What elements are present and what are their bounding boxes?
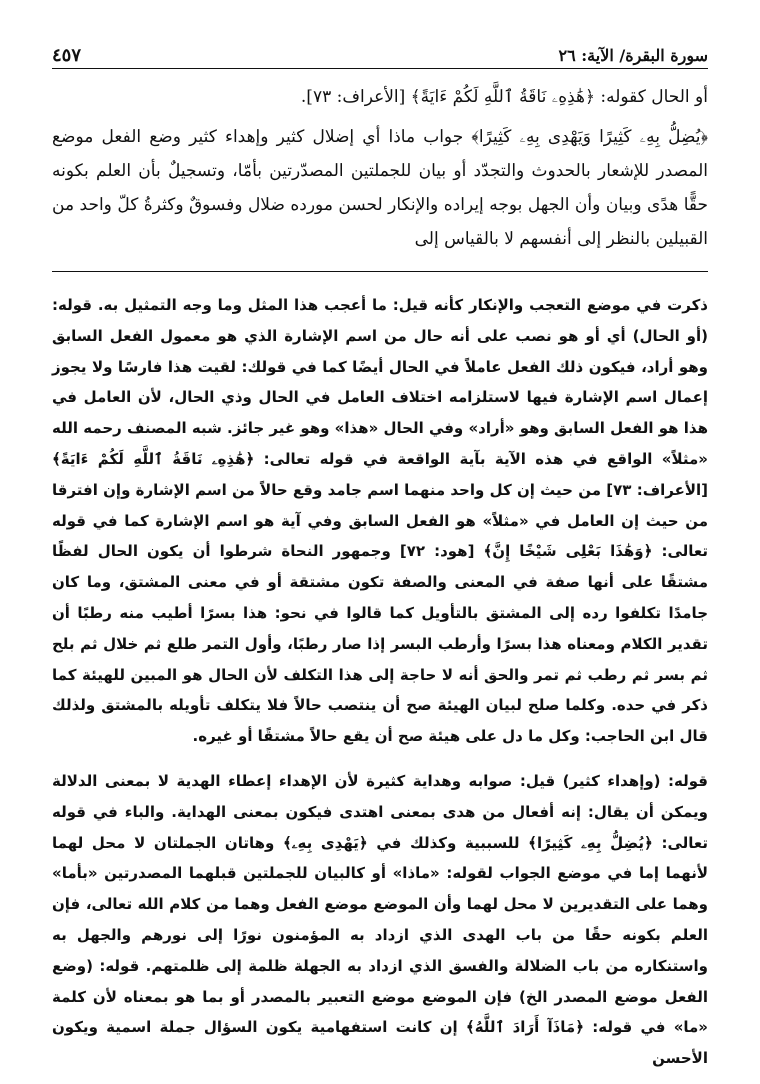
commentary-paragraph: قوله: (وإهداء كثير) قيل: صوابه وهداية كثيرة لأن الإهداء إعطاء الهدية لا بمعنى الدلالة ويمكن أن يقال: إنه أفعال من هدى بمعنى اهتدى فيكون بمعنى الهداية. والباء في قوله تعالى: ﴿يُضِلُّ بِهِۦ كَثِيرًا﴾ للسببية وكذلك في ﴿يَهْدِى بِهِۦ﴾ وهاتان الجملتان لا محل لهما لأنهما إما في موضع الجواب لقوله: «ماذا» أو كالبيان للجملتين قبلهما المصدرتين «بأما» وهما على التقديرين لا محل لهما وأن الموضع موضع الفعل وهما من كلام الله تعالى، فإن العلم بكونه حقًا من باب الهدى الذي ازداد به المؤمنون نورًا إلى نورهم والجهل به واستنكاره من باب الضلالة والفسق الذي ازداد به الجهلة ظلمة إلى ظلمتهم. قوله: (وضع الفعل موضع المصدر الخ) فإن الموضع موضع التعبير بالمصدر أو بما هو بمعناه لأن كلمة «ما» في قوله: ﴿مَاذَآ أَرَادَ ٱللَّهُ﴾ إن كانت استفهامية يكون السؤال جملة اسمية ويكون الأحسن: [52, 771, 708, 1068]
main-text: [52, 80, 708, 262]
running-title: سورة البقرة/ الآية: ٢٦: [558, 46, 708, 65]
section-divider: [52, 271, 708, 272]
commentary-paragraph: ذكرت في موضع التعجب والإنكار كأنه قيل: ما أعجب هذا المثل وما وجه التمثيل به. قوله: (أو الحال) أي أو هو نصب على أنه حال من اسم الإشارة الذي هو معمول الفعل السابق وهو أراد، فيكون ذلك الفعل عاملاً في الحال أيضًا كما في قولك: لقيت هذا فارسًا ولا يجوز إعمال اسم الإشارة فيها لاستلزامه اختلاف العامل في الحال وذي الحال، لأن العامل في هذا هو الفعل السابق وهو «أراد» وفي الحال «هذا» وهو غير جائز. شبه المصنف رحمه الله «مثلاً» الواقع في هذه الآية بآية الواقعة في قوله تعالى: ﴿هَٰذِهِۦ نَاقَةُ ٱللَّهِ لَكُمْ ءَايَةً﴾ [الأعراف: ٧٣] من حيث إن كل واحد منهما اسم جامد وقع حالاً من اسم الإشارة وإن افترقا من حيث إن العامل في «مثلاً» هو الفعل السابق وفي آية هو اسم الإشارة كما في قوله تعالى: ﴿وَهَٰذَا بَعْلِى شَيْخًا إِنَّ﴾ [هود: ٧٢] وجمهور النحاة شرطوا أن يكون الحال لفظًا مشتقًا على أنها صفة في المعنى والصفة تكون مشتقة أو في معنى المشتق، وما كان جامدًا تكلفوا رده إلى المشتق بالتأويل كما قالوا في نحو: هذا بسرًا أطيب منه رطبًا أن تقدير الكلام ومعناه هذا بسرًا وأرطب البسر إذا صار رطبًا، وأول التمر طلع ثم خلال ثم بلح ثم بسر ثم رطب ثم تمر والحق أنه لا حاجة إلى هذا التكلف لأن الحال هو المبين للهيئة كما ذكر في حده. وكلما صلح لبيان الهيئة صح أن ينتصب حالاً فلا يتكلف تأويله بالمشتق ولذلك قال ابن الحاجب: وكل ما دل على هيئة صح أن يقع حالاً مشتقًا أو غيره.: [52, 296, 709, 746]
main-text-paragraph: ﴿يُضِلُّ بِهِۦ كَثِيرًا وَيَهْدِى بِهِۦ كَثِيرًا﴾ جواب ماذا أي إضلال كثير وإهداء كثير وضع الفعل موضع المصدر للإشعار بالحدوث والتجدّد أو بيان للجملتين المصدّرتين بأمّا، وتسجيلٌ بأن العلم بكونه حقًّا هدًى وبيان وأن الجهل بوجه إيراده والإنكار لحسن مورده ضلال وفسوقٌ وكثرةُ كلّ واحد من القبيلين بالنظر إلى أنفسهم لا بالقياس إلى: [52, 127, 708, 249]
page-header: [52, 38, 708, 69]
page-number: ٤٥٧: [52, 45, 82, 66]
commentary-text: [52, 290, 708, 1074]
main-text-paragraph: أو الحال كقوله: ﴿هَٰذِهِۦ نَاقَةُ ٱللَّهِ لَكُمْ ءَايَةً﴾ [الأعراف: ٧٣].: [300, 87, 708, 107]
